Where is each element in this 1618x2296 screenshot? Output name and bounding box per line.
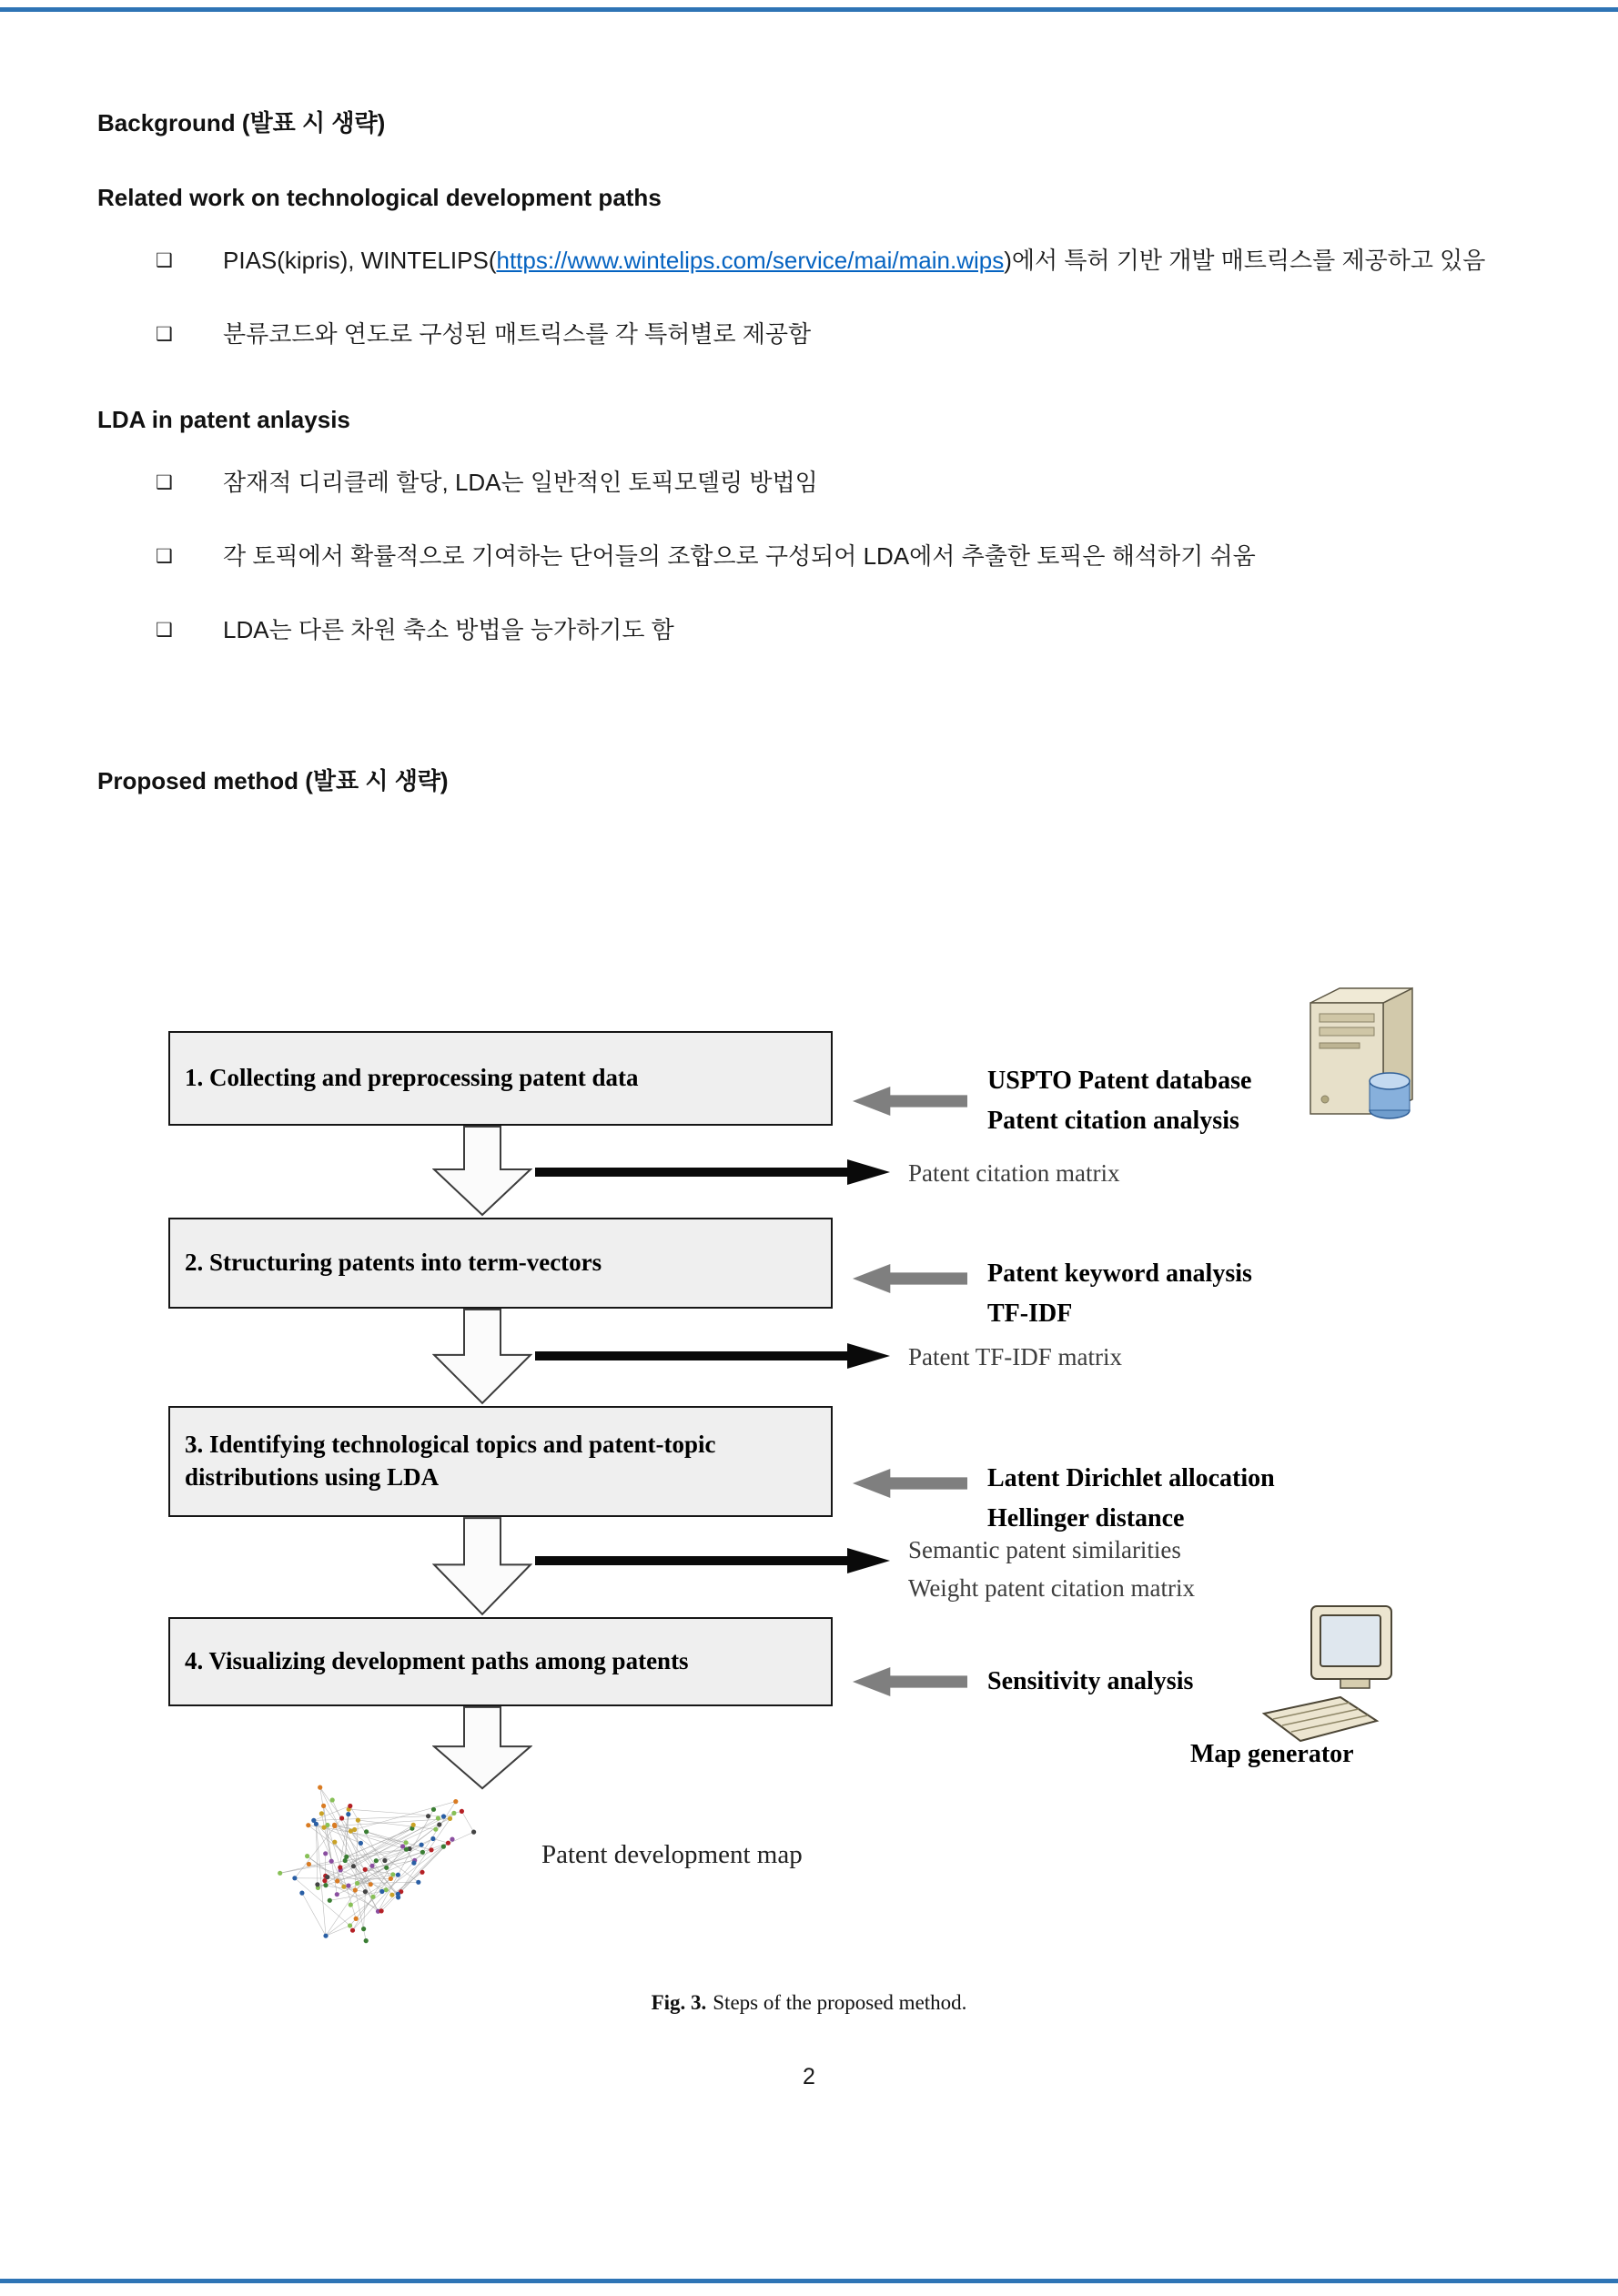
input-label-line: TF-IDF [987, 1300, 1073, 1328]
bullet-text-suffix: )에서 특허 기반 개발 매트릭스를 제공하고 있음 [1004, 247, 1486, 274]
down-arrow-icon [432, 1309, 532, 1405]
left-arrow-icon [851, 1263, 967, 1294]
bullet-text: 분류코드와 연도로 구성된 매트릭스를 각 특허별로 제공함 [223, 320, 812, 348]
flow-step-3-label: 3. Identifying technological topics and patent-topic distributions using LDA [185, 1431, 716, 1491]
bullet-text: 각 토픽에서 확률적으로 기여하는 단어들의 조합으로 구성되어 LDA에서 추출한 토픽은 해석하기 쉬움 [223, 542, 1256, 570]
input-label-step-1 [987, 1061, 1251, 1141]
flow-step-1-box [168, 1031, 833, 1126]
list-item [97, 308, 1521, 360]
output-label-line: Semantic patent similarities [908, 1536, 1181, 1563]
right-arrow-icon [535, 1547, 892, 1574]
figure-caption [0, 1991, 1618, 2015]
input-label-line: Hellinger distance [987, 1504, 1185, 1532]
flow-step-1-label: 1. Collecting and preprocessing patent data [185, 1064, 639, 1092]
wintelips-link[interactable]: https://www.wintelips.com/service/mai/main.wips [496, 247, 1005, 274]
development-map-label: Patent development map [541, 1840, 803, 1869]
flow-step-3-box [168, 1406, 833, 1517]
right-arrow-icon [535, 1158, 892, 1186]
output-label-line: Patent TF-IDF matrix [908, 1343, 1122, 1371]
left-arrow-icon [851, 1086, 967, 1117]
down-arrow-icon [432, 1126, 532, 1217]
checkbox-bullet-icon: ❑ [156, 250, 173, 271]
input-label-line: Sensitivity analysis [987, 1667, 1194, 1695]
input-label-line: Patent keyword analysis [987, 1259, 1252, 1288]
bullet-text: 잠재적 디리클레 할당, LDA는 일반적인 토픽모델링 방법임 [223, 469, 818, 496]
output-label-line: Weight patent citation matrix [908, 1574, 1195, 1602]
input-label-line: Latent Dirichlet allocation [987, 1464, 1275, 1492]
input-label-line: Patent citation analysis [987, 1107, 1239, 1135]
heading-lda: LDA in patent anlaysis [97, 406, 350, 433]
heading-related-work: Related work on technological development paths [97, 184, 662, 211]
input-label-line: USPTO Patent database [987, 1067, 1252, 1095]
input-label-step-4 [987, 1662, 1193, 1702]
heading-proposed-method: Proposed method (발표 시 생략) [97, 767, 449, 794]
map-generator-label: Map generator [1190, 1740, 1354, 1768]
computer-icon [1260, 1604, 1397, 1750]
bullet-text: LDA는 다른 차원 축소 방법을 능가하기도 함 [223, 616, 674, 643]
down-arrow-icon [432, 1517, 532, 1616]
checkbox-bullet-icon: ❑ [156, 324, 173, 345]
patent-network-thumbnail [268, 1770, 501, 1961]
flow-step-4-label: 4. Visualizing development paths among patents [185, 1647, 689, 1675]
page-number: 2 [803, 2064, 815, 2089]
left-arrow-icon [851, 1468, 967, 1499]
output-label-step-2 [908, 1338, 1122, 1376]
heading-background: Background (발표 시 생략) [97, 109, 386, 137]
output-label-step-3 [908, 1531, 1195, 1607]
flow-step-2-label: 2. Structuring patents into term-vectors [185, 1249, 602, 1277]
related-work-list [97, 235, 1521, 360]
flow-step-4-box [168, 1617, 833, 1706]
checkbox-bullet-icon: ❑ [156, 472, 173, 493]
input-label-step-2 [987, 1254, 1252, 1334]
list-item [97, 235, 1521, 287]
list-item [97, 457, 1521, 509]
database-server-icon [1301, 978, 1424, 1126]
output-label-step-1 [908, 1154, 1119, 1192]
figure-caption-text: Steps of the proposed method. [713, 1991, 967, 2014]
left-arrow-icon [851, 1666, 967, 1697]
checkbox-bullet-icon: ❑ [156, 546, 173, 567]
list-item [97, 604, 1521, 656]
figure-flowchart [0, 965, 1618, 1970]
input-label-step-3 [987, 1459, 1275, 1539]
output-label-line: Patent citation matrix [908, 1159, 1120, 1187]
bottom-border-line [0, 2279, 1618, 2283]
bullet-text-prefix: PIAS(kipris), WINTELIPS( [223, 247, 497, 274]
document-content [97, 107, 1521, 796]
figure-caption-number: Fig. 3. [651, 1991, 707, 2014]
checkbox-bullet-icon: ❑ [156, 620, 173, 641]
right-arrow-icon [535, 1342, 892, 1370]
flow-step-2-box [168, 1218, 833, 1309]
lda-list [97, 457, 1521, 656]
bullet-text [223, 235, 1521, 287]
list-item [97, 531, 1521, 582]
top-border-line [0, 7, 1618, 12]
